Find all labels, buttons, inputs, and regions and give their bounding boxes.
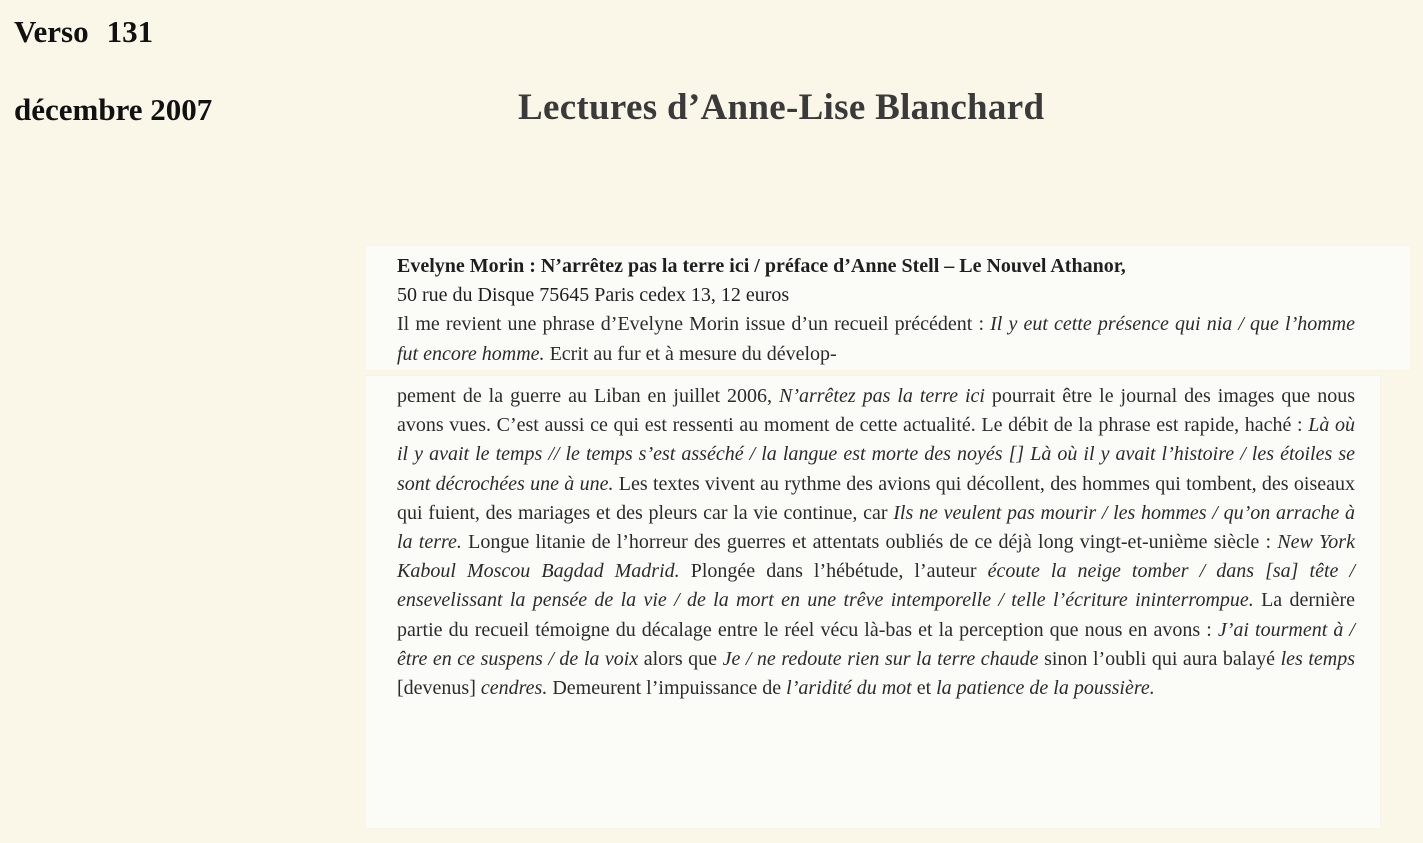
quote-4: New York Kaboul Moscou Bagdad Madrid.	[397, 531, 1355, 583]
review-text-4: Longue litanie de l’horreur des guerres et attentats oubliés de ce déjà long vingt-et-unième siècle :	[461, 531, 1278, 554]
book-title: N’arrêtez pas la terre ici	[778, 385, 985, 407]
quote-5: écoute la neige tomber / dans [sa] tête / ensevelissant la pensée de la vie / de la mort en une trêve intemporelle / telle l’écriture ininterrompue.	[397, 560, 1356, 612]
quote-11: la patience de la poussière.	[936, 677, 1155, 700]
publisher-info: 50 rue du Disque 75645 Paris cedex 13, 12 euros	[397, 284, 790, 307]
review-intro: Il me revient une phrase d’Evelyne Morin issue d’un recueil précédent :	[397, 313, 991, 336]
quote-6: J’ai tourment à / être en ce suspens / de la voix	[397, 618, 1355, 670]
issue-info	[14, 14, 153, 50]
review-paragraph-bottom	[397, 382, 1355, 703]
quote-2: Là où il y avait le temps // le temps s’est asséché / la langue est morte des noyés [] Là où il y avait l’histoire / les étoiles se sont décrochées une à une.	[397, 414, 1356, 495]
page-title: Lectures d’Anne-Lise Blanchard	[518, 87, 1045, 128]
quote-7: Je / ne redoute rien sur la terre chaude	[722, 647, 1039, 670]
review-text-7: alors que	[638, 647, 723, 670]
review-text-2: pourrait être le journal des images que nous avons vues. C’est aussi ce qui est ressenti au moment de cette actualité. Le débit de la phrase est rapide, haché :	[397, 385, 1356, 437]
issue-label: Verso	[14, 14, 89, 49]
quote-1: Il y eut cette présence qui nia / que l’homme fut encore homme.	[397, 313, 1355, 365]
review-paragraph-top	[397, 252, 1355, 369]
issue-number: 131	[106, 14, 154, 49]
quote-10: l’aridité du mot	[786, 677, 912, 700]
quote-3: Ils ne veulent pas mourir / les hommes / qu’on arrache à la terre.	[397, 501, 1356, 554]
review-text-8: sinon l’oubli qui aura balayé	[1038, 647, 1281, 670]
review-text-3: Les textes vivent au rythme des avions qui décollent, des hommes qui tombent, des oiseaux qui fuient, des mariages et des pleurs car la vie continue, car	[397, 472, 1355, 524]
review-text-5: Plongée dans l’hébétude, l’auteur	[679, 560, 988, 583]
review-text-1: Ecrit au fur et à mesure du dévelop-	[544, 342, 837, 365]
review-continuation: pement de la guerre au Liban en juillet 2006,	[397, 385, 779, 407]
review-text-6: La dernière partie du recueil témoigne du décalage entre le réel vécu là-bas et la perception que nous en avons :	[397, 589, 1355, 641]
book-reference: Evelyne Morin : N’arrêtez pas la terre ici / préface d’Anne Stell – Le Nouvel Athanor,	[397, 255, 1126, 277]
issue-date: décembre 2007	[14, 92, 213, 127]
review-text-10: Demeurent l’impuissance de	[547, 677, 787, 700]
quote-9: cendres.	[480, 677, 548, 700]
quote-8: les temps	[1280, 647, 1355, 670]
review-text-11: et	[911, 677, 937, 700]
review-text-9: [devenus]	[397, 677, 481, 700]
